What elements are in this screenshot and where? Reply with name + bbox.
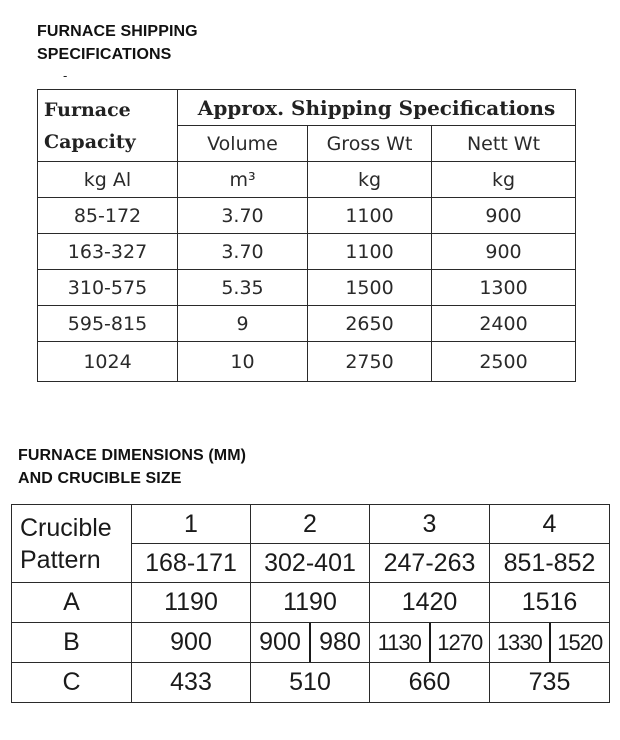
- nett-weight-header: Nett Wt: [432, 126, 576, 162]
- heading-line: SPECIFICATIONS: [37, 46, 172, 63]
- table-cell: 595-815: [38, 306, 178, 342]
- table-cell: 2650: [308, 306, 432, 342]
- table-cell: 85-172: [38, 198, 178, 234]
- table-cell: 2500: [432, 342, 576, 382]
- split-value: 1520: [549, 623, 610, 662]
- crucible-number-row: [12, 505, 610, 544]
- dimensions-heading: [18, 444, 246, 490]
- table-cell: 1500: [308, 270, 432, 306]
- table-cell: 900: [432, 198, 576, 234]
- crucible-pattern-header: [12, 505, 132, 583]
- split-value: 900: [259, 628, 301, 656]
- table-row: [38, 234, 576, 270]
- table-row: [38, 342, 576, 382]
- table-cell: 433: [132, 663, 251, 703]
- stray-dash: -: [63, 68, 68, 83]
- table-header-row: [38, 90, 576, 126]
- furnace-capacity-header: [38, 90, 178, 162]
- split-value: 1270: [429, 623, 490, 662]
- crucible-size: 851-852: [490, 544, 610, 583]
- table-cell: 510: [251, 663, 370, 703]
- table-cell: 3.70: [178, 198, 308, 234]
- furnace-dimensions-table: [11, 504, 610, 703]
- header-line: Pattern: [20, 545, 101, 574]
- table-cell: 900: [432, 234, 576, 270]
- table-row: [38, 270, 576, 306]
- crucible-size: 247-263: [370, 544, 490, 583]
- unit-cell: m³: [178, 162, 308, 198]
- unit-cell: kg: [432, 162, 576, 198]
- split-cell: [370, 623, 490, 663]
- unit-cell: kg: [308, 162, 432, 198]
- shipping-specs-table: [37, 89, 576, 382]
- table-cell: 735: [490, 663, 610, 703]
- table-cell: 310-575: [38, 270, 178, 306]
- volume-header: Volume: [178, 126, 308, 162]
- gross-weight-header: Gross Wt: [308, 126, 432, 162]
- split-value: 1130: [377, 629, 421, 655]
- heading-line: FURNACE SHIPPING: [37, 23, 198, 40]
- table-row: [38, 198, 576, 234]
- split-value: 1330: [496, 629, 542, 655]
- table-cell: 2750: [308, 342, 432, 382]
- units-row: [38, 162, 576, 198]
- shipping-specs-heading: [37, 20, 198, 66]
- table-cell: 1420: [370, 583, 490, 623]
- table-row: [12, 663, 610, 703]
- table-row: [12, 623, 610, 663]
- table-cell: 10: [178, 342, 308, 382]
- pattern-label: B: [12, 623, 132, 663]
- table-cell: 900: [132, 623, 251, 663]
- table-cell: 9: [178, 306, 308, 342]
- table-cell: 5.35: [178, 270, 308, 306]
- crucible-number: 4: [490, 505, 610, 544]
- split-value: 980: [309, 623, 369, 662]
- crucible-size: 168-171: [132, 544, 251, 583]
- crucible-size: 302-401: [251, 544, 370, 583]
- table-cell: 163-327: [38, 234, 178, 270]
- table-cell: 1190: [251, 583, 370, 623]
- unit-cell: kg Al: [38, 162, 178, 198]
- table-cell: 1100: [308, 234, 432, 270]
- crucible-number: 2: [251, 505, 370, 544]
- table-cell: 1300: [432, 270, 576, 306]
- table-cell: 1100: [308, 198, 432, 234]
- table-cell: 1190: [132, 583, 251, 623]
- table-row: [12, 583, 610, 623]
- header-line: Furnace: [44, 98, 131, 121]
- split-cell: [490, 623, 610, 663]
- header-line: Capacity: [44, 130, 136, 153]
- heading-line: FURNACE DIMENSIONS (MM): [18, 447, 247, 464]
- approx-shipping-header: Approx. Shipping Specifications: [178, 90, 576, 126]
- crucible-number: 3: [370, 505, 490, 544]
- table-row: [38, 306, 576, 342]
- table-cell: 1516: [490, 583, 610, 623]
- split-cell: [251, 623, 370, 663]
- pattern-label: C: [12, 663, 132, 703]
- table-cell: 2400: [432, 306, 576, 342]
- crucible-number: 1: [132, 505, 251, 544]
- heading-line: AND CRUCIBLE SIZE: [18, 470, 182, 487]
- table-cell: 3.70: [178, 234, 308, 270]
- table-cell: 1024: [38, 342, 178, 382]
- pattern-label: A: [12, 583, 132, 623]
- header-line: Crucible: [20, 513, 112, 542]
- table-cell: 660: [370, 663, 490, 703]
